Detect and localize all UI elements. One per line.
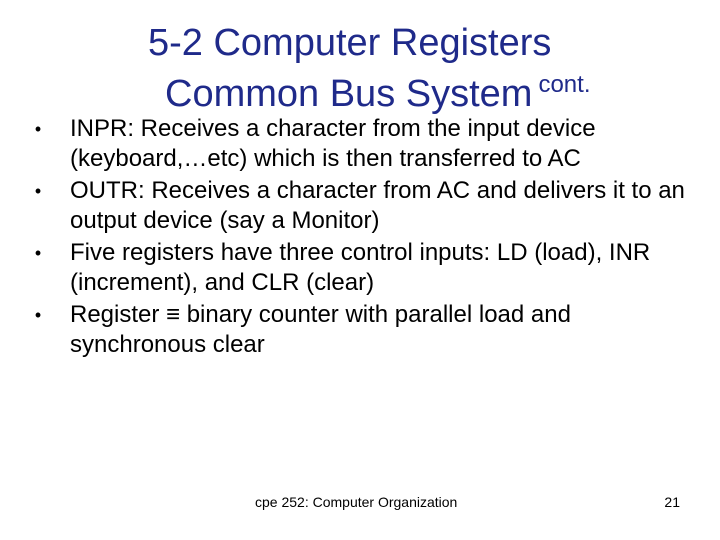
- bullet-text: Register ≡ binary counter with parallel load and synchronous clear: [70, 301, 571, 358]
- bullet-text: Five registers have three control inputs: LD (load), INR (increment), and CLR (clear): [70, 239, 651, 296]
- bullet-item: [28, 300, 698, 360]
- bullet-item: [28, 176, 698, 236]
- title-suffix: cont.: [538, 71, 591, 98]
- title-line-2-text: Common Bus System: [165, 73, 533, 115]
- bullet-mark: •: [34, 181, 42, 201]
- bullet-mark: •: [34, 119, 42, 139]
- page-number: 21: [664, 494, 680, 510]
- bullet-mark: •: [34, 305, 42, 325]
- bullet-text: INPR: Receives a character from the input device (keyboard,…etc) which is then transferred to AC: [70, 115, 596, 172]
- bullet-item: [28, 114, 698, 174]
- footer-course: cpe 252: Computer Organization: [255, 494, 458, 510]
- bullet-item: [28, 238, 698, 298]
- title-line-1: 5-2 Computer Registers: [148, 22, 552, 64]
- bullet-list: [28, 114, 698, 362]
- bullet-text: OUTR: Receives a character from AC and delivers it to an output device (say a Monitor): [70, 177, 685, 234]
- title-line-2: [165, 64, 590, 115]
- bullet-mark: •: [34, 243, 42, 263]
